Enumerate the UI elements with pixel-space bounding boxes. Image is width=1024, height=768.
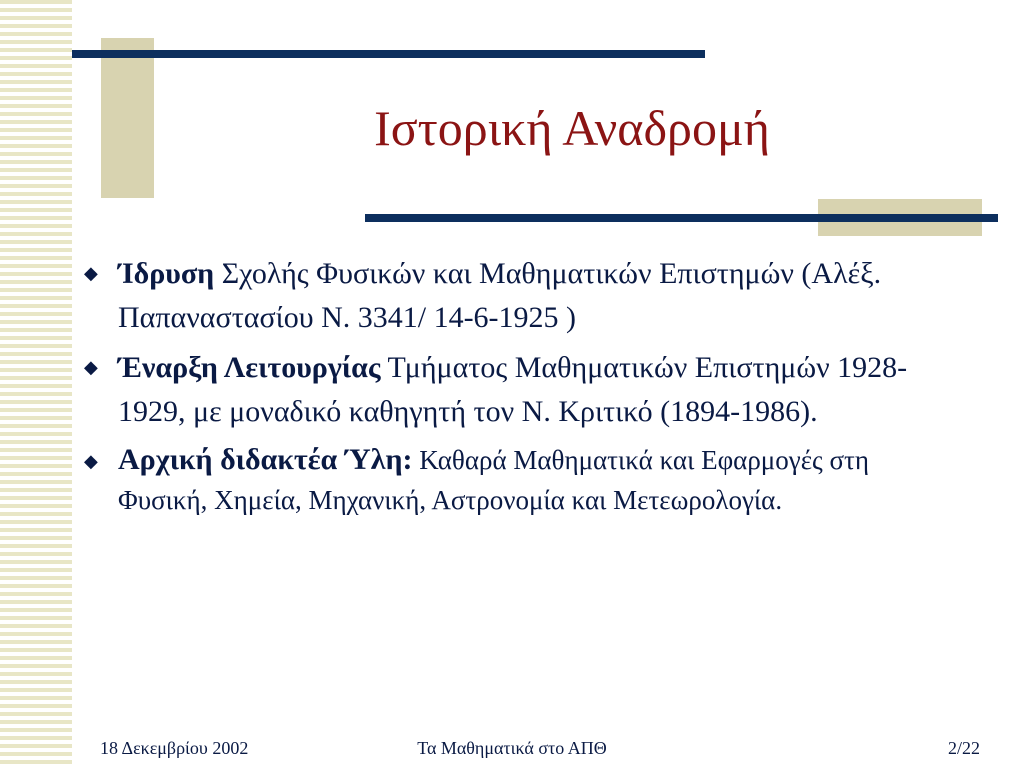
bullet-text: Σχολής Φυσικών και Μαθηματικών Επιστημών (Αλέξ. Παπαναστασίου Ν. 3341/ 14-6-1925 ) (118, 257, 882, 334)
bullet-item-founding (82, 252, 962, 340)
bullet-text: Καθαρά Μαθηματικά και Εφαρμογές στη Φυσική, Χημεία, Μηχανική, Αστρονομία και Μετεωρολογία. (118, 445, 869, 515)
slide-title: Ιστορική Αναδρομή (374, 100, 770, 156)
bullet-item-curriculum (82, 440, 962, 520)
footer-presentation-title: Τα Μαθηματικά στο ΑΠΘ (417, 738, 607, 758)
decorative-line-top (72, 50, 705, 58)
footer-date: 18 Δεκεμβρίου 2002 (100, 738, 249, 758)
bullet-item-start (82, 346, 962, 434)
striped-side-band (0, 0, 72, 768)
diamond-bullet-icon: ◆ (84, 263, 98, 283)
diamond-bullet-icon: ◆ (84, 357, 98, 377)
diamond-bullet-icon: ◆ (84, 451, 98, 471)
bullet-lead: Αρχική διδακτέα Ύλη: (118, 443, 413, 476)
bullet-lead: Έναρξη Λειτουργίας (118, 351, 381, 384)
footer-page-number: 2/22 (947, 738, 980, 758)
bullet-text: Τμήματος Μαθηματικών Επιστημών 1928-1929, με μοναδικό καθηγητή τον Ν. Κριτικό (1894-1986). (118, 351, 908, 428)
bullet-lead: Ίδρυση (118, 257, 215, 290)
bullet-list (82, 252, 962, 526)
decorative-line-bottom (365, 214, 998, 222)
decorative-block-top (101, 38, 154, 198)
